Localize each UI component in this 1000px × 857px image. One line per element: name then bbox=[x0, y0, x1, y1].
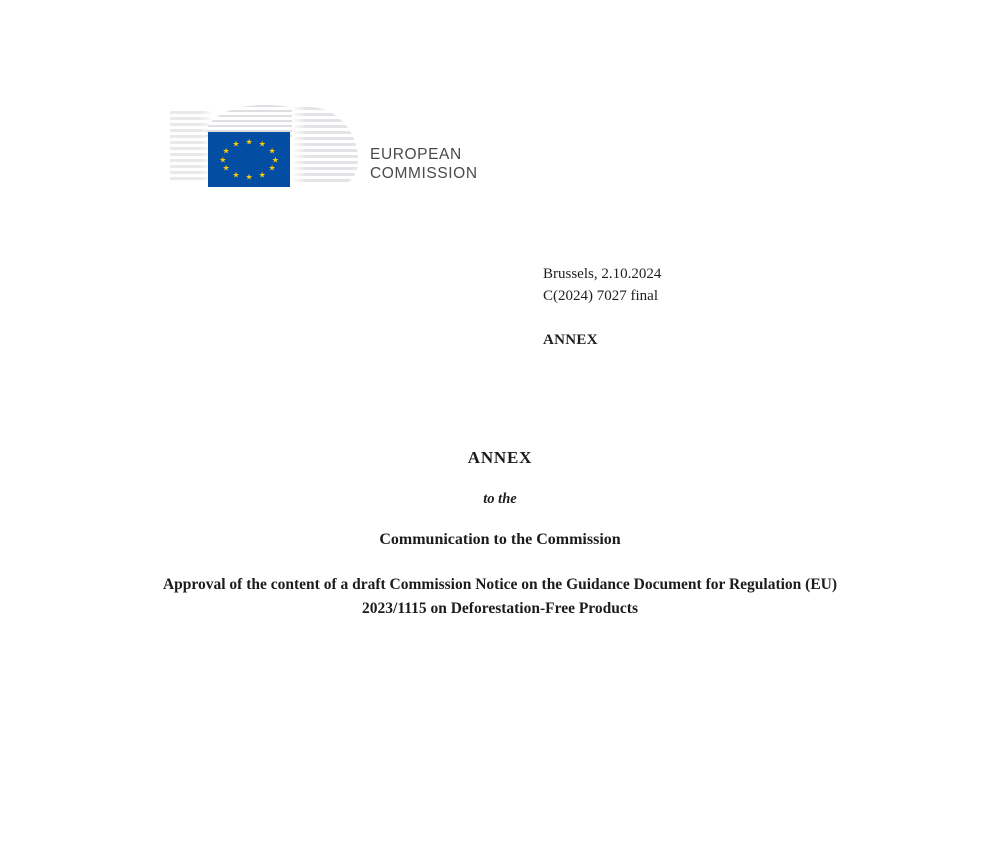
star-2: ★ bbox=[258, 139, 266, 149]
star-3: ★ bbox=[268, 146, 276, 156]
star-8: ★ bbox=[232, 170, 240, 180]
star-4: ★ bbox=[271, 155, 279, 164]
title-subject: Approval of the content of a draft Commission Notice on the Guidance Document for Regulation (EU) 2023/1115 on Deforestation-Free Products bbox=[162, 576, 838, 617]
logo-fan-left-icon bbox=[170, 111, 212, 183]
star-5: ★ bbox=[268, 163, 276, 173]
star-10: ★ bbox=[219, 155, 227, 164]
star-9: ★ bbox=[222, 163, 230, 173]
eu-flag-icon bbox=[208, 132, 290, 187]
title-connector: to the bbox=[483, 491, 517, 507]
star-12: ★ bbox=[232, 139, 240, 149]
logo-fan-right-icon bbox=[292, 107, 358, 183]
eu-emblem-icon bbox=[170, 105, 360, 185]
star-11: ★ bbox=[222, 146, 230, 156]
star-6: ★ bbox=[258, 170, 266, 180]
commission-logo bbox=[170, 105, 590, 200]
document-reference: C(2024) 7027 final bbox=[543, 288, 658, 304]
star-1: ★ bbox=[245, 137, 253, 147]
meta-doc-type: ANNEX bbox=[543, 332, 598, 348]
logo-wordmark-line2: COMMISSION bbox=[370, 165, 478, 182]
title-heading: ANNEX bbox=[467, 448, 533, 467]
document-meta bbox=[543, 263, 661, 351]
title-instrument: Communication to the Commission bbox=[379, 531, 621, 548]
document-title-block bbox=[0, 448, 1000, 621]
logo-wordmark bbox=[370, 145, 478, 183]
logo-wordmark-line1: EUROPEAN bbox=[370, 146, 462, 163]
place-and-date: Brussels, 2.10.2024 bbox=[543, 266, 662, 282]
star-7: ★ bbox=[245, 172, 253, 182]
eu-stars-icon bbox=[208, 132, 290, 187]
